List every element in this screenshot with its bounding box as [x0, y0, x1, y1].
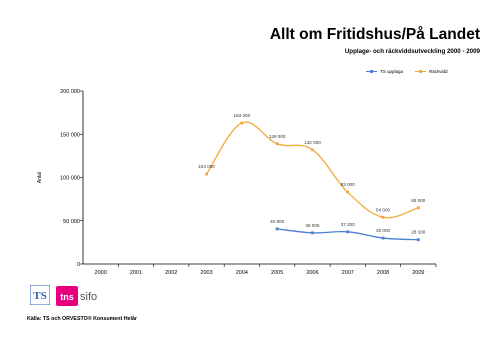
chart-subtitle: Upplage- och räckviddsutveckling 2000 - 2009 — [344, 48, 480, 55]
chart-title: Allt om Fritidshus/På Landet — [269, 26, 480, 43]
data-label: 139 000 — [268, 133, 286, 139]
data-point — [382, 216, 385, 219]
x-tick-label: 2005 — [271, 270, 284, 276]
series-line-1 — [207, 122, 419, 218]
x-tick-label: 2008 — [376, 270, 390, 276]
data-point — [276, 227, 279, 230]
data-point — [346, 230, 349, 233]
x-tick-label: 2000 — [94, 270, 107, 276]
x-tick-label: 2004 — [235, 270, 248, 276]
data-point — [205, 173, 208, 176]
x-tick-label: 2009 — [412, 270, 425, 276]
y-tick-label: 50 000 — [63, 218, 80, 225]
ts-logo — [30, 285, 50, 305]
data-label: 132 000 — [304, 139, 321, 145]
data-label: 36 000 — [305, 222, 320, 228]
legend-label-ts-upplaga: TS upplaga — [380, 69, 404, 74]
y-tick-label: 150 000 — [60, 132, 80, 139]
y-tick-label: 100 000 — [60, 175, 80, 182]
ts-logo-text: TS — [33, 290, 47, 302]
data-point — [417, 238, 420, 241]
sifo-logo-text: sifo — [80, 291, 98, 303]
data-label: 37 200 — [340, 221, 355, 227]
legend-label-rackvidd: Räckvidd — [429, 69, 448, 74]
x-tick-label: 2002 — [165, 270, 178, 276]
source-note: Källa: TS och ORVESTO® Konsument Helår — [27, 316, 137, 322]
data-point — [240, 122, 243, 125]
y-axis-label: Antal — [37, 171, 43, 184]
data-label: 28 100 — [411, 229, 426, 235]
data-point — [382, 237, 385, 240]
data-point — [276, 142, 279, 145]
data-point — [417, 206, 420, 209]
data-label: 104 000 — [198, 164, 215, 170]
y-tick-label: 200 000 — [60, 89, 80, 95]
data-point — [346, 191, 349, 194]
x-tick-label: 2007 — [341, 270, 354, 276]
tns-sifo-logo — [56, 286, 112, 306]
data-label: 54 000 — [376, 207, 391, 213]
data-label: 83 000 — [340, 182, 355, 188]
y-tick-label: 0 — [76, 262, 80, 268]
data-point — [311, 148, 314, 151]
x-tick-label: 2003 — [200, 270, 213, 276]
data-label: 30 000 — [376, 228, 391, 234]
tns-logo-text: tns — [60, 292, 74, 302]
data-label: 65 000 — [411, 197, 426, 203]
data-label: 163 000 — [233, 113, 251, 119]
data-label: 40 600 — [270, 218, 285, 224]
x-tick-label: 2006 — [306, 270, 319, 276]
x-tick-label: 2001 — [129, 270, 143, 276]
data-point — [311, 231, 314, 234]
